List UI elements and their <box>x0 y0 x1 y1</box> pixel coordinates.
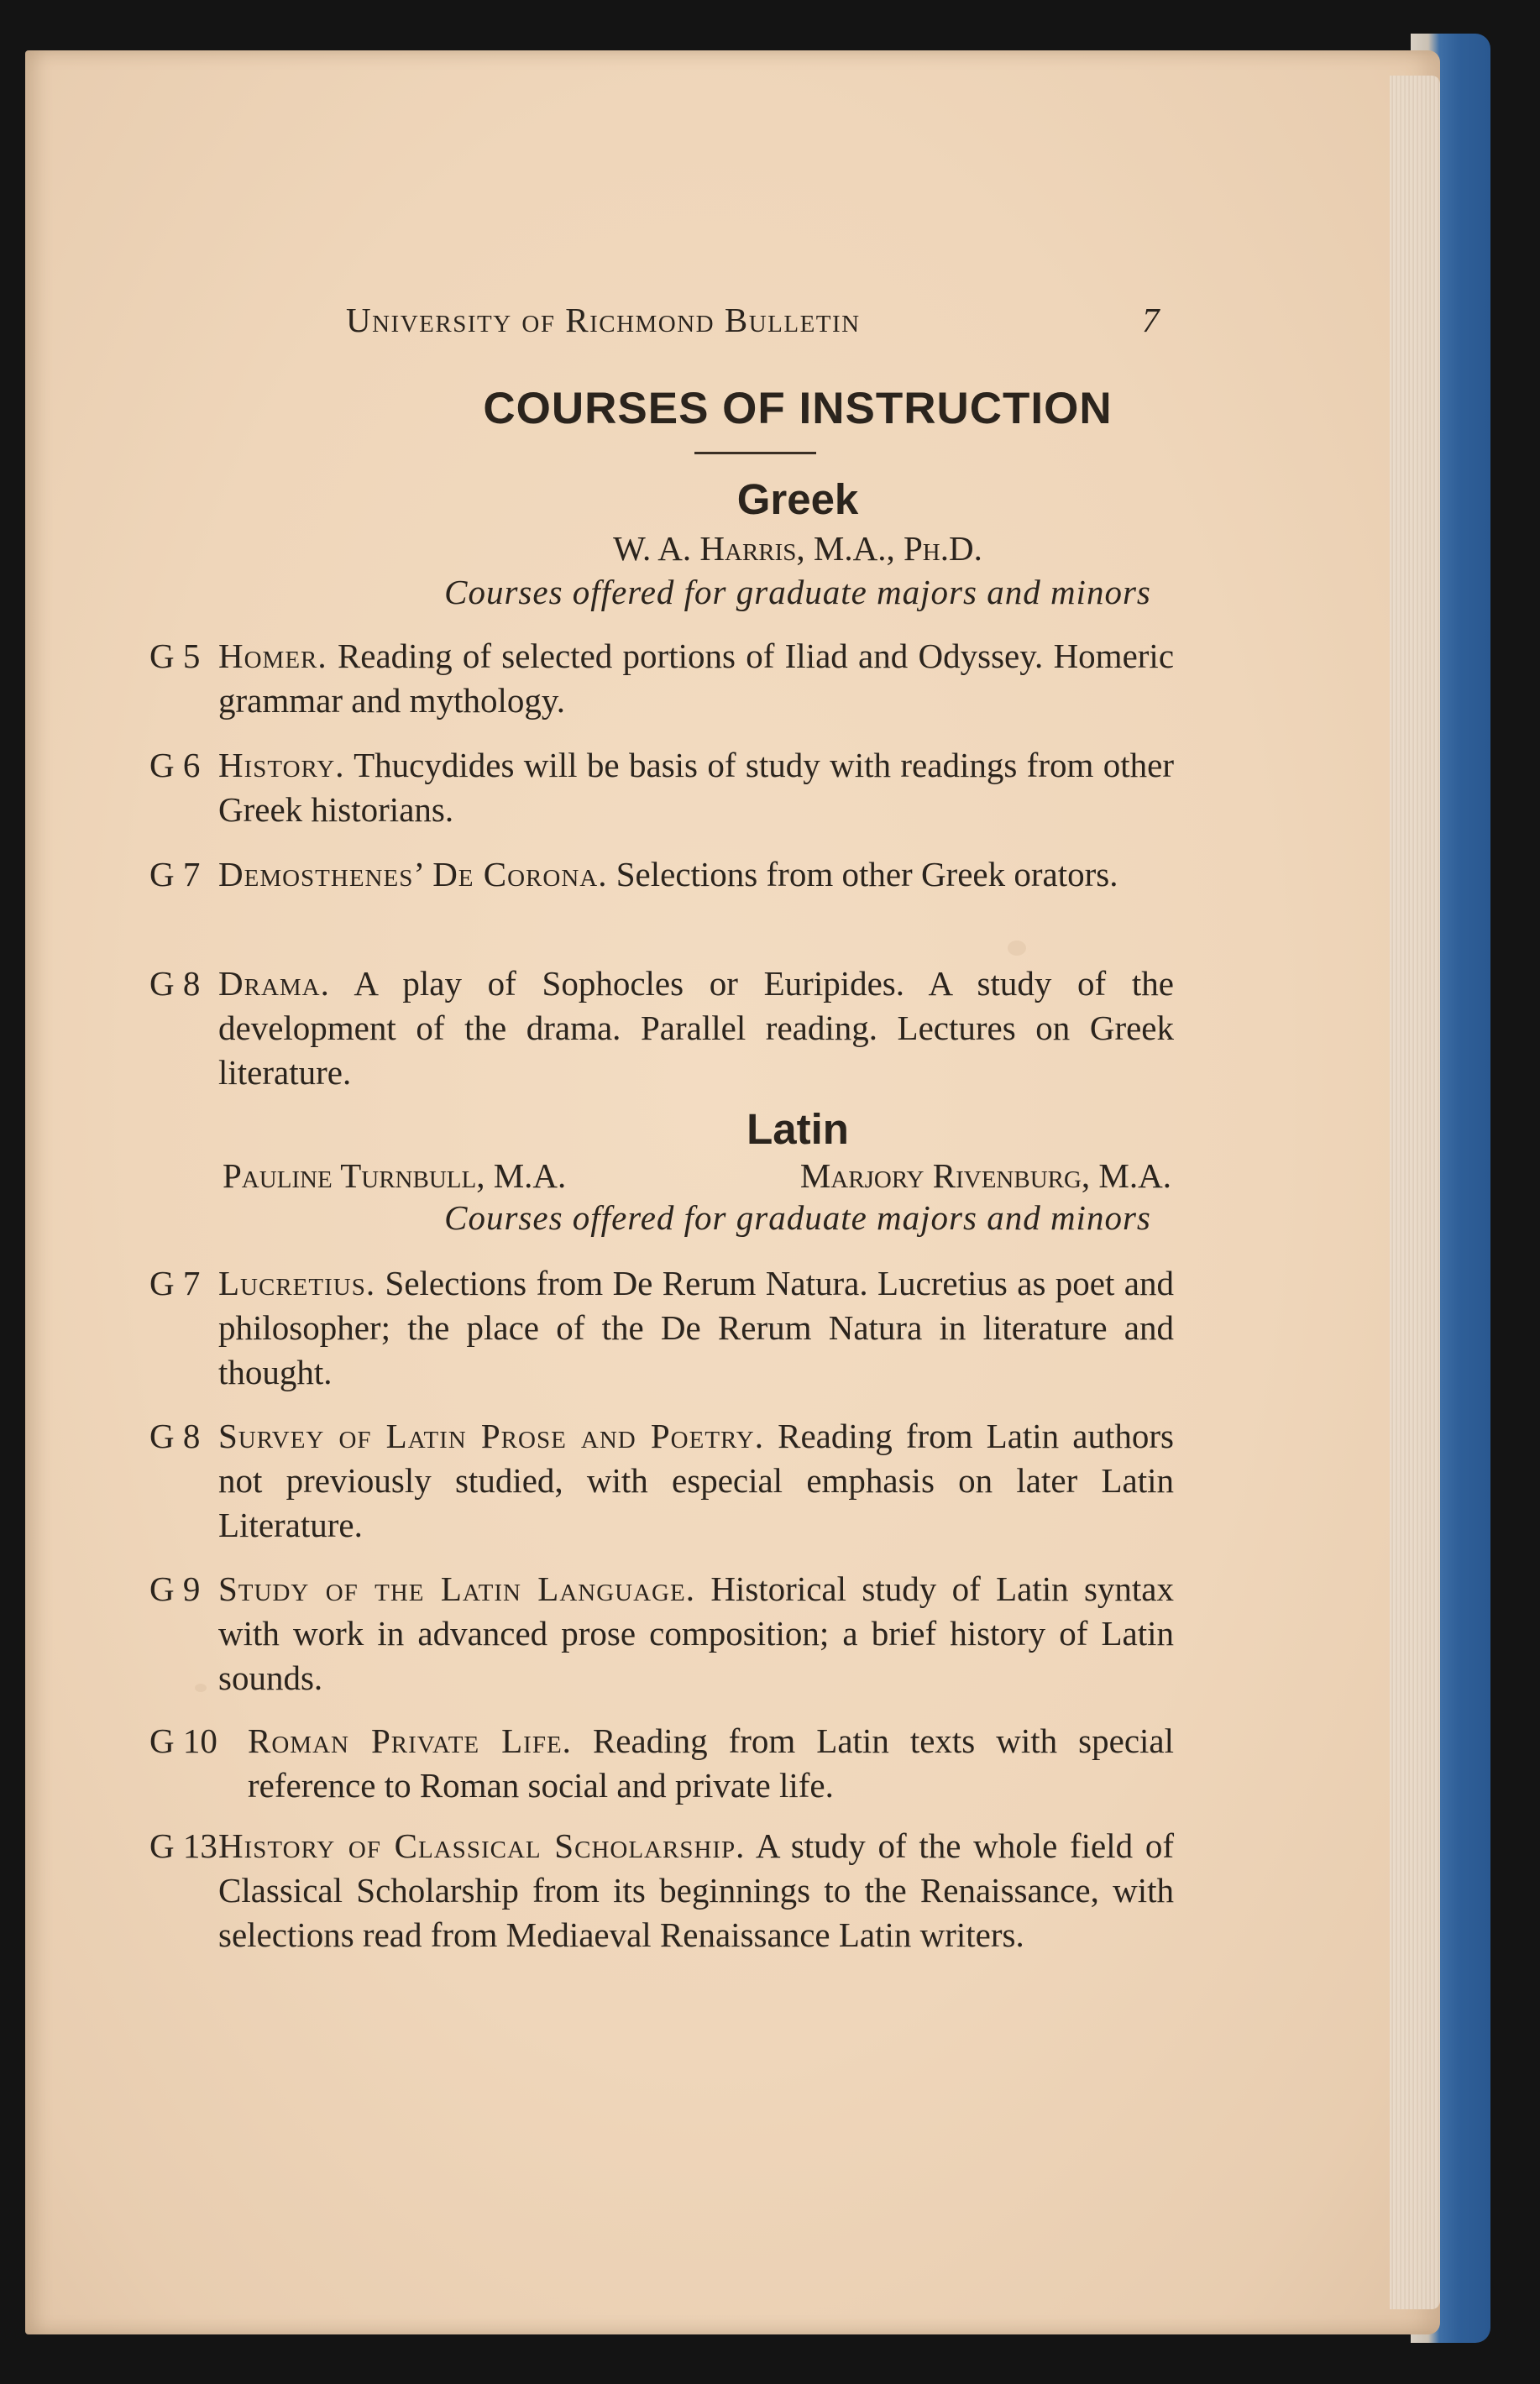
course-description: Reading from Latin authors not previously studied, with especial emphasis on later Latin Literature. <box>218 1417 1174 1544</box>
course-entry <box>149 852 1174 941</box>
course-name: Survey of Latin Prose and Poetry. <box>218 1417 764 1455</box>
course-description: Reading from Latin texts with special reference to Roman social and private life. <box>248 1721 1175 1805</box>
course-description: Thucydides will be basis of study with readings from other Greek historians. <box>218 746 1174 829</box>
course-text <box>218 1567 1174 1700</box>
course-code: G 5 <box>149 637 201 675</box>
page-number: 7 <box>1142 301 1160 339</box>
course-entry <box>149 1567 1174 1700</box>
course-text <box>218 634 1174 723</box>
latin-faculty-right: Marjory Rivenburg, M.A. <box>799 1156 1171 1195</box>
course-name: Study of the Latin Language. <box>218 1569 695 1608</box>
section-title-greek: Greek <box>736 475 859 523</box>
course-name: Roman Private Life. <box>248 1721 572 1760</box>
course-code: G 10 <box>149 1721 217 1760</box>
course-name: History. <box>218 746 345 784</box>
section-title-latin: Latin <box>746 1105 849 1153</box>
course-entry <box>149 1261 1174 1395</box>
running-head-title: University of Richmond Bulletin <box>346 301 861 339</box>
course-description: Selections from De Rerum Natura. Lucretius as poet and philosopher; the place of the De Rerum Natura in literature and thought. <box>218 1264 1175 1391</box>
greek-faculty: W. A. Harris, M.A., Ph.D. <box>613 529 982 568</box>
course-description: Selections from other Greek orators. <box>615 855 1118 893</box>
course-description: A study of the whole field of Classical Scholarship from its beginnings to the Renaissance, with selections read from Mediaeval Renaissance Latin writers. <box>218 1826 1174 1954</box>
course-text <box>218 1414 1174 1548</box>
course-code: G 7 <box>149 855 201 893</box>
course-text <box>218 961 1174 1095</box>
course-name: Homer. <box>218 637 327 675</box>
course-code: G 7 <box>149 1264 201 1302</box>
course-description: Reading of selected portions of Iliad and Odyssey. Homeric grammar and mythology. <box>218 637 1175 720</box>
course-name: Lucretius. <box>218 1264 376 1302</box>
course-entry <box>149 1719 1174 1808</box>
greek-subtitle: Courses offered for graduate majors and minors <box>444 573 1151 611</box>
course-code: G 9 <box>149 1569 201 1608</box>
course-entry <box>149 961 1174 1095</box>
running-head <box>346 298 1160 348</box>
course-code: G 6 <box>149 746 201 784</box>
course-entry <box>149 743 1174 832</box>
course-code: G 8 <box>149 1417 201 1455</box>
course-text <box>218 743 1174 832</box>
course-name: Drama. <box>218 964 330 1003</box>
course-description: Historical study of Latin syntax with work in advanced prose composition; a brief history of Latin sounds. <box>218 1569 1174 1697</box>
course-text <box>218 852 1174 897</box>
title-rule <box>694 452 816 454</box>
course-name: History of Classical Scholarship. <box>218 1826 746 1865</box>
course-text <box>218 1824 1174 1957</box>
course-code: G 13 <box>149 1826 217 1865</box>
latin-faculty <box>223 1155 1171 1197</box>
course-entry <box>149 634 1174 723</box>
course-entry <box>149 1824 1174 2002</box>
course-name: Demosthenes’ De Corona. <box>218 855 608 893</box>
course-code: G 8 <box>149 964 201 1003</box>
course-text <box>218 1261 1174 1395</box>
page-title: COURSES OF INSTRUCTION <box>483 384 1113 433</box>
course-text <box>248 1719 1174 1808</box>
latin-subtitle: Courses offered for graduate majors and minors <box>444 1198 1151 1237</box>
course-entry <box>149 1414 1174 1548</box>
latin-faculty-left: Pauline Turnbull, M.A. <box>223 1156 567 1195</box>
course-description: A play of Sophocles or Euripides. A study of the development of the drama. Parallel reading. Lectures on Greek literature. <box>218 964 1174 1092</box>
